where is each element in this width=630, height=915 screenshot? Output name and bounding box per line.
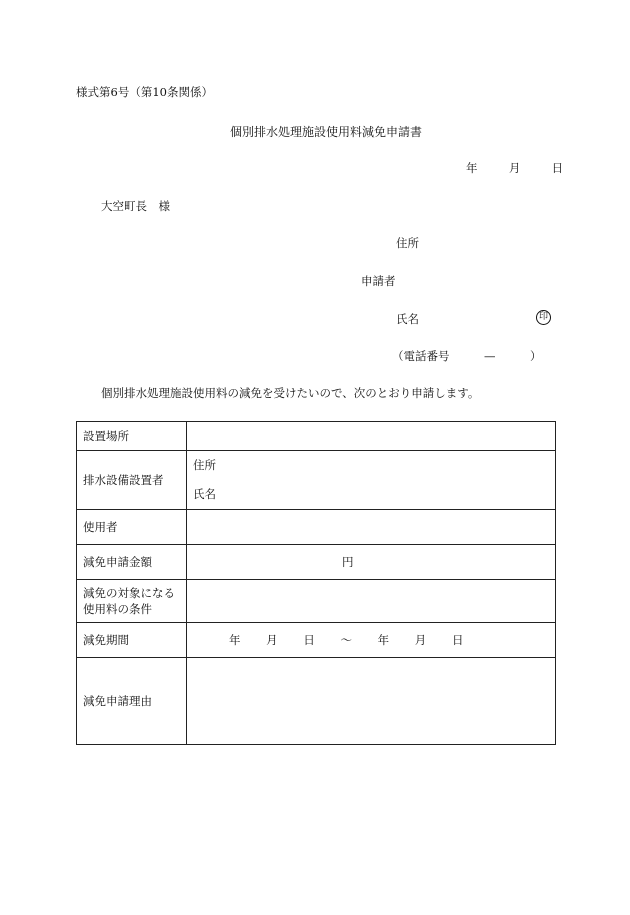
user-value[interactable] <box>187 510 556 545</box>
table-row-reason <box>77 658 556 745</box>
table-row-period <box>77 623 556 658</box>
reason-label: 減免申請理由 <box>77 658 187 745</box>
conditions-label-line1: 減免の対象になる <box>83 586 175 600</box>
table-row-location <box>77 422 556 451</box>
applicant-address-label: 住所 <box>396 236 419 250</box>
form-number: 様式第6号（第10条関係） <box>76 85 213 99</box>
date-year: 年 <box>466 161 478 175</box>
period-end-year: 年 <box>377 633 390 647</box>
period-start-day: 日 <box>303 633 315 647</box>
amount-unit: 円 <box>342 555 354 569</box>
installer-name-label: 氏名 <box>193 487 216 501</box>
period-value[interactable] <box>187 623 556 658</box>
addressee: 大空町長 様 <box>101 199 170 213</box>
conditions-label-line2: 使用料の条件 <box>83 602 152 616</box>
table-row-installer <box>77 451 556 510</box>
intro-text: 個別排水処理施設使用料の減免を受けたいので、次のとおり申請します。 <box>101 386 480 400</box>
period-tilde: ～ <box>340 633 352 647</box>
date-month: 月 <box>508 161 521 175</box>
period-label: 減免期間 <box>77 623 187 658</box>
table-row-amount <box>77 545 556 580</box>
installer-label: 排水設備設置者 <box>77 451 187 510</box>
installer-value[interactable] <box>187 451 556 510</box>
date-day: 日 <box>551 161 564 175</box>
user-label: 使用者 <box>77 510 187 545</box>
installer-address-label: 住所 <box>193 458 216 472</box>
reason-value[interactable] <box>187 658 556 745</box>
seal-mark: 印 <box>536 310 551 325</box>
location-value[interactable] <box>187 422 556 451</box>
period-end-month: 月 <box>414 633 427 647</box>
applicant-label: 申請者 <box>361 274 396 288</box>
table-row-user <box>77 510 556 545</box>
conditions-label <box>77 580 187 623</box>
period-start-month: 月 <box>266 633 278 647</box>
document-title: 個別排水処理施設使用料減免申請書 <box>229 125 422 139</box>
table-row-conditions <box>77 580 556 623</box>
date-line <box>466 160 563 176</box>
phone-line: （電話番号 — ） <box>392 349 542 363</box>
location-label: 設置場所 <box>77 422 187 451</box>
amount-value[interactable] <box>187 545 556 580</box>
application-table <box>76 421 556 745</box>
period-end-day: 日 <box>451 633 464 647</box>
conditions-value[interactable] <box>187 580 556 623</box>
period-start-year: 年 <box>229 633 241 647</box>
applicant-name-label: 氏名 <box>396 312 419 326</box>
amount-label: 減免申請金額 <box>77 545 187 580</box>
